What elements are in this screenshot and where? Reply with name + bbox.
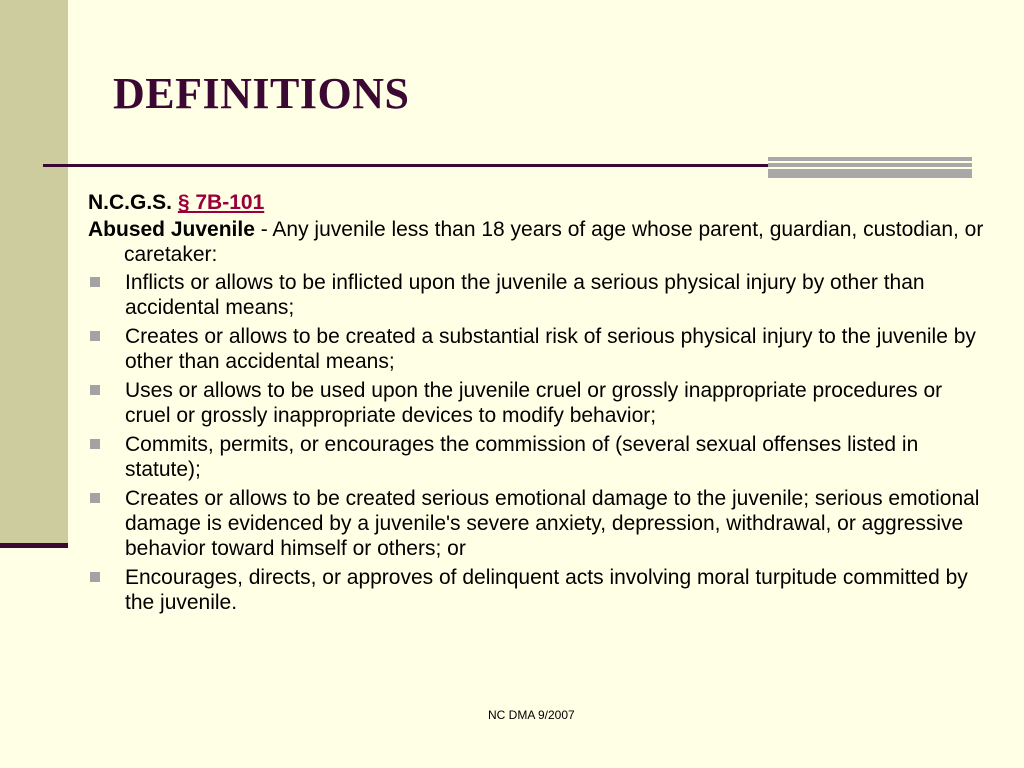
list-item-text: Encourages, directs, or approves of delinquent acts involving moral turpitude committed by the juvenile.: [125, 566, 968, 614]
slide-footer: NC DMA 9/2007: [488, 708, 575, 722]
list-item-text: Inflicts or allows to be inflicted upon the juvenile a serious physical injury by other than accidental means;: [125, 271, 925, 319]
list-item: [88, 486, 988, 561]
list-item: [88, 270, 988, 320]
citation-label: N.C.G.S.: [88, 191, 173, 214]
square-bullet-icon: [90, 439, 100, 449]
square-bullet-icon: [90, 572, 100, 582]
list-item: [88, 565, 988, 615]
slide-body: [88, 190, 988, 619]
left-decorative-band: [0, 0, 68, 545]
criteria-list: [88, 270, 988, 615]
accent-bar: [768, 157, 972, 161]
list-item: [88, 432, 988, 482]
statute-link[interactable]: § 7B-101: [177, 191, 265, 214]
list-item-text: Commits, permits, or encourages the commission of (several sexual offenses listed in statute);: [125, 433, 919, 481]
slide-title: DEFINITIONS: [113, 69, 410, 118]
list-item-text: Creates or allows to be created serious emotional damage to the juvenile; serious emotional damage is evidenced by a juvenile's severe anxiety, depression, withdrawal, or aggressive behavior toward himself or others; or: [125, 487, 980, 560]
square-bullet-icon: [90, 277, 100, 287]
defined-term: Abused Juvenile: [88, 218, 255, 241]
list-item: [88, 378, 988, 428]
accent-bar: [768, 169, 972, 178]
accent-bar: [768, 163, 972, 167]
definition-intro: [88, 217, 988, 267]
list-item-text: Uses or allows to be used upon the juvenile cruel or grossly inappropriate procedures or cruel or grossly inappropriate devices to modify behavior;: [125, 379, 943, 427]
definition-text: - Any juvenile less than 18 years of age whose parent, guardian, custodian, or caretaker:: [124, 218, 984, 266]
list-item: [88, 324, 988, 374]
accent-bars: [768, 157, 972, 179]
left-band-foot-rule: [0, 543, 68, 548]
square-bullet-icon: [90, 331, 100, 341]
list-item-text: Creates or allows to be created a substantial risk of serious physical injury to the juvenile by other than accidental means;: [125, 325, 976, 373]
square-bullet-icon: [90, 493, 100, 503]
title-underline-rule: [43, 164, 773, 167]
square-bullet-icon: [90, 385, 100, 395]
citation-line: [88, 190, 988, 215]
